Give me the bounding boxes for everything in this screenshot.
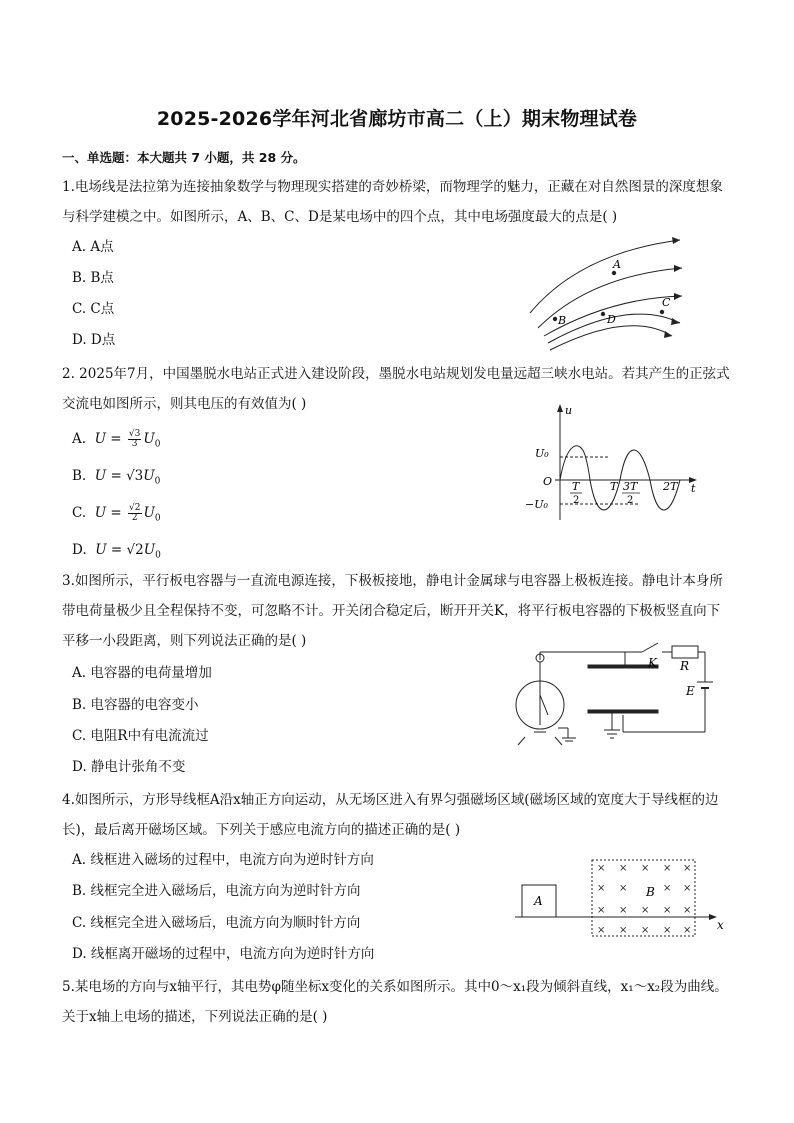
- q2-option-a[interactable]: A. U = $\frac{√3}{3}$ $U_0$: [72, 429, 161, 450]
- q2-stem: 2. 2025年7月，中国墨脱水电站正式进入建设阶段，墨脱水电站规划发电量远超三峡水电站。若其产生的正弦式交流电如图所示，则其电压的有效值为( ): [62, 366, 730, 412]
- page-title: 2025-2026学年河北省廊坊市高二（上）期末物理试卷: [156, 108, 638, 130]
- u0-label: U₀: [535, 447, 549, 460]
- field-cross: ×: [683, 925, 692, 936]
- q4-option-a[interactable]: A. 线框进入磁场的过程中，电流方向为逆时针方向: [72, 852, 374, 868]
- q1-label-d: D: [607, 313, 616, 326]
- switch-k[interactable]: [642, 643, 658, 652]
- lower-plate: [588, 710, 658, 713]
- field-cross: ×: [619, 925, 628, 936]
- field-cross: ×: [683, 905, 692, 916]
- q2-option-b[interactable]: B. $U = √3U_0$: [72, 468, 161, 487]
- three-half-t-den: 2: [627, 495, 634, 506]
- r-label: R: [680, 659, 690, 673]
- q3-option-a[interactable]: A. 电容器的电荷量增加: [72, 665, 212, 681]
- field-cross: ×: [641, 863, 650, 874]
- q4-stem: 4.如图所示，方形导线框A沿x轴正方向运动，从无场区进入有界匀强磁场区域(磁场区域的宽度大于导线框的边长)，最后离开磁场区域。下列关于感应电流方向的描述正确的是( ): [62, 792, 719, 838]
- field-cross: ×: [619, 883, 628, 894]
- field-line-1: [530, 240, 680, 313]
- q1-option-d[interactable]: D. D点: [72, 332, 116, 348]
- resistor-r: [672, 646, 698, 658]
- field-crosses: [597, 863, 691, 936]
- origin-label: O: [543, 475, 553, 488]
- field-cross: ×: [663, 905, 672, 916]
- x-axis-label: x: [717, 918, 724, 932]
- field-cross: ×: [663, 925, 672, 936]
- field-cross: ×: [597, 925, 606, 936]
- section-heading: 一、单选题：本大题共 7 小题，共 28 分。: [62, 150, 306, 165]
- field-cross: ×: [597, 883, 606, 894]
- k-label: K: [648, 656, 657, 670]
- half-t-den: 2: [573, 495, 580, 506]
- q1-stem: 1.电场线是法拉第为连接抽象数学与物理现实搭建的奇妙桥梁，而物理学的魅力，正藏在对自然图景的深度想象与科学建模之中。如图所示，A、B、C、D是某电场中的四个点，其中电场强度最大的点是( ): [62, 179, 723, 225]
- q1-label-c: C: [662, 296, 671, 309]
- field-cross: ×: [663, 883, 672, 894]
- q5-stem: 5.某电场的方向与x轴平行，其电势φ随坐标x变化的关系如图所示。其中0～x₁段为倾斜直线，x₁～x₂段为曲线。关于x轴上电场的描述，下列说法正确的是( ): [62, 979, 728, 1025]
- neg-u0-label: −U₀: [525, 498, 548, 511]
- field-cross: ×: [597, 905, 606, 916]
- q3-option-c[interactable]: C. 电阻R中有电流流过: [72, 728, 209, 744]
- q3-stem: 3.如图所示，平行板电容器与一直流电源连接，下极板接地，静电计金属球与电容器上极板连接。静电计本身所带电荷量极少且全程保持不变，可忽略不计。开关闭合稳定后，断开开关K，将平行板电容器的下极板竖直向下平移一小段距离，则下列说法正确的是( ): [62, 573, 723, 649]
- q1-option-b[interactable]: B. B点: [72, 270, 114, 286]
- q1-label-a: A: [613, 258, 621, 271]
- q1-field-lines-figure: [520, 228, 690, 353]
- field-cross: ×: [641, 905, 650, 916]
- three-half-t-num: 3T: [623, 480, 638, 493]
- half-t-num: T: [572, 480, 580, 493]
- q4-magnetic-field-figure: [515, 855, 730, 940]
- q2-option-c[interactable]: C. U = $\frac{√2}{2}$ $U_0$: [72, 503, 161, 524]
- field-line-5: [550, 326, 672, 350]
- field-cross: ×: [641, 925, 650, 936]
- two-t-label: 2T: [663, 480, 678, 493]
- frame-label-a: A: [534, 894, 543, 908]
- q4-option-c[interactable]: C. 线框完全进入磁场后，电流方向为顺时针方向: [72, 915, 361, 931]
- e-label: E: [686, 684, 695, 698]
- q4-option-b[interactable]: B. 线框完全进入磁场后，电流方向为逆时针方向: [72, 883, 361, 899]
- q1-label-b: B: [558, 314, 567, 327]
- q1-option-c[interactable]: C. C点: [72, 301, 115, 317]
- q2-option-d[interactable]: D. $U = √2U_0$: [72, 542, 161, 561]
- field-cross: ×: [683, 883, 692, 894]
- field-cross: ×: [619, 863, 628, 874]
- t-axis-label: t: [691, 482, 696, 495]
- field-cross: ×: [683, 863, 692, 874]
- q4-option-d[interactable]: D. 线框离开磁场的过程中，电流方向为逆时针方向: [72, 946, 375, 962]
- q2-sine-figure: [525, 400, 705, 525]
- q3-option-b[interactable]: B. 电容器的电容变小: [72, 697, 199, 713]
- t-label: T: [610, 480, 618, 493]
- field-cross: ×: [619, 905, 628, 916]
- q3-circuit-figure: [500, 640, 725, 755]
- field-label-b: B: [646, 885, 655, 899]
- q3-option-d[interactable]: D. 静电计张角不变: [72, 759, 186, 775]
- field-cross: ×: [597, 863, 606, 874]
- q1-option-a[interactable]: A. A点: [72, 239, 114, 255]
- u-axis-label: u: [565, 404, 573, 417]
- field-cross: ×: [663, 863, 672, 874]
